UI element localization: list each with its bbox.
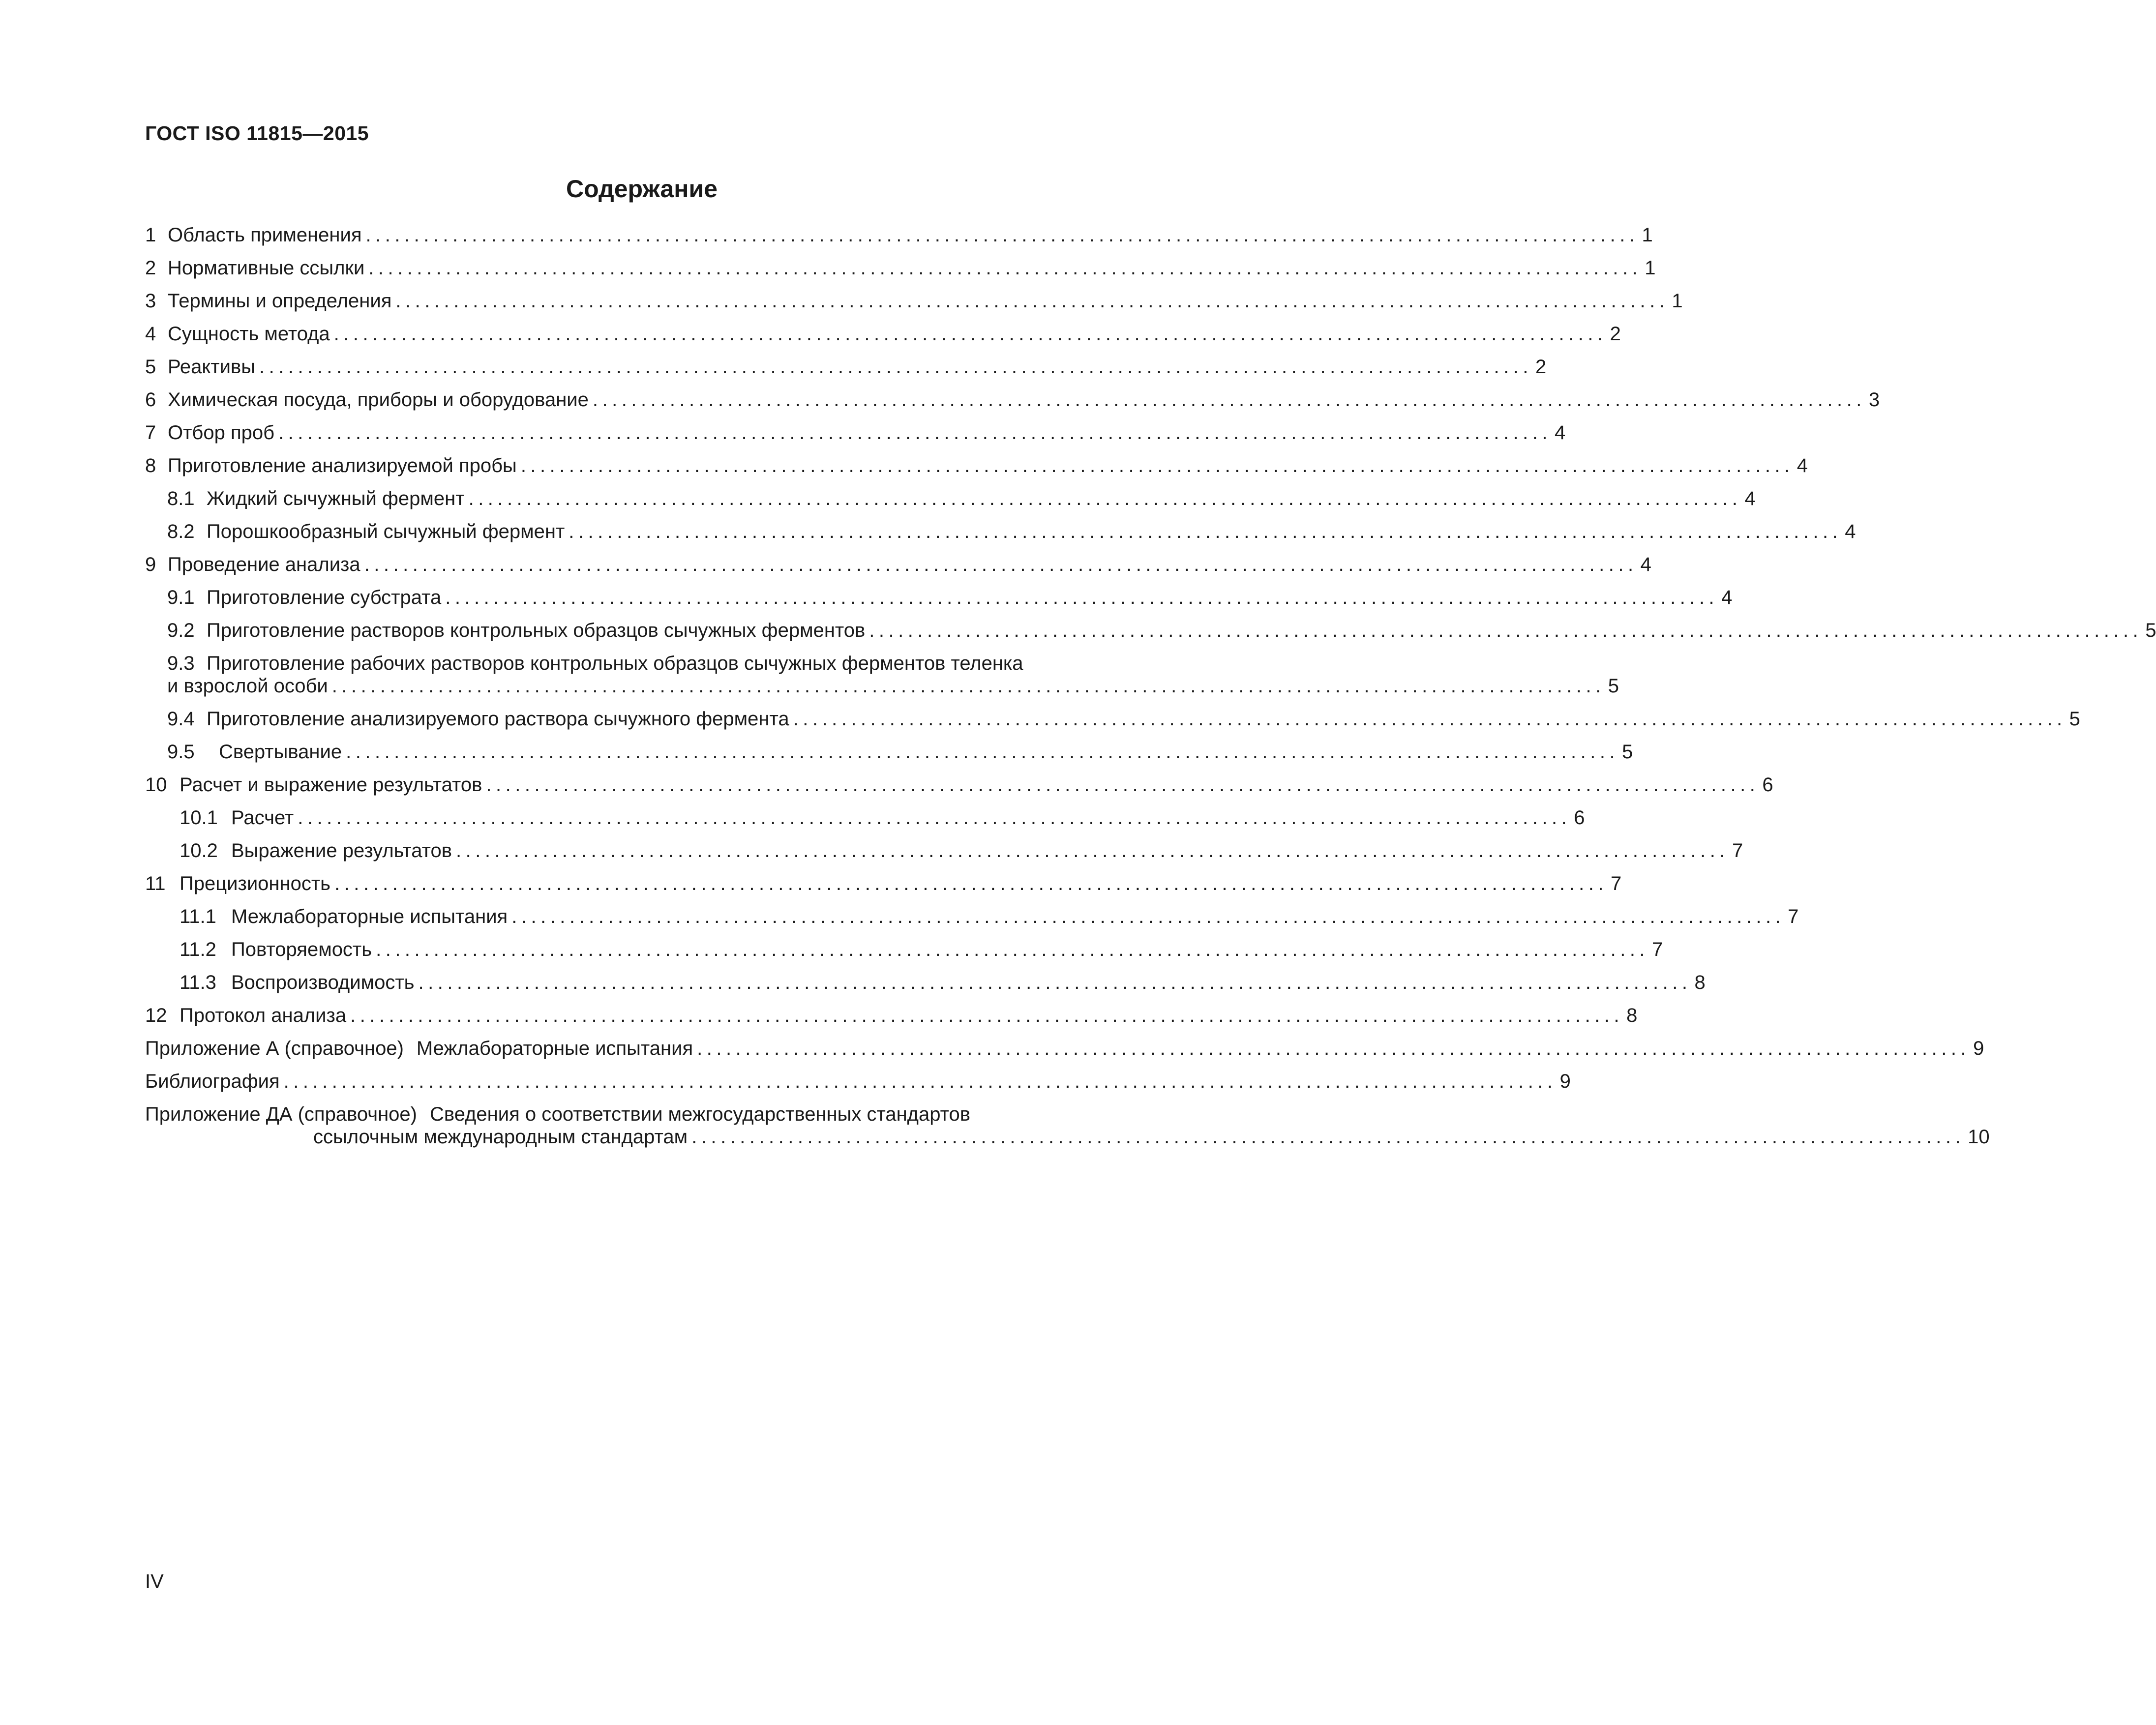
toc-entry-page: 4 [1640,554,1651,575]
toc-entry-number: 7 [145,422,156,444]
toc-entry-number: 9.2 [167,620,195,641]
toc-entry-label: Выражение результатов [231,840,452,862]
toc-entry-label: Библиография [145,1071,280,1092]
toc-entry-number: 9.3 [167,653,195,674]
toc-entry-8-2[interactable] [145,520,1856,543]
toc-entry-11-1[interactable] [145,905,1799,928]
toc-entry-9-2[interactable] [145,619,2156,642]
dot-leader: .................................................................................................................................... [364,554,1638,575]
page-number: IV [145,1571,164,1592]
toc-entry-number: 1 [145,224,156,246]
toc-entry-label: Приготовление анализируемой пробы [168,455,517,476]
toc-entry-number: 3 [145,290,156,312]
toc-entry-number: 8.1 [167,488,195,509]
toc-entry-label: Воспроизводимость [231,972,415,993]
toc-entry-number: 10 [145,774,167,796]
toc-entry-4[interactable] [145,323,1621,345]
dot-leader: .................................................................................................................................... [376,939,1649,960]
toc-entry-page: 1 [1642,224,1653,246]
toc-entry-3[interactable] [145,290,1683,312]
toc-entry-number: 9.5 [167,741,195,763]
dot-leader: .................................................................................................................................... [520,455,1794,476]
toc-entry-number: 11.2 [180,939,216,960]
document-code: ГОСТ ISO 11815—2015 [145,122,369,145]
toc-entry-annex-a[interactable] [145,1037,1984,1060]
toc-entry-9-4[interactable] [145,708,2080,730]
toc-entry-label: Расчет и выражение результатов [180,774,482,796]
toc-entry-page: 10 [1968,1126,1990,1148]
toc-entry-page: 4 [1845,521,1856,542]
toc-entry-number: 5 [145,356,156,378]
dot-leader: .................................................................................................................................... [365,224,1639,246]
toc-entry-9-5[interactable] [145,741,1633,763]
toc-entry-page: 9 [1973,1038,1984,1059]
dot-leader: .................................................................................................................................... [298,807,1571,829]
toc-entry-page: 7 [1652,939,1663,960]
toc-entry-number: 12 [145,1005,167,1026]
toc-entry-number: 8.2 [167,521,195,542]
toc-entry-page: 9 [1559,1071,1571,1092]
dot-leader: .................................................................................................................................... [869,620,2143,641]
toc-entry-page: 5 [2145,620,2156,641]
toc-entry-9-3[interactable] [145,652,1619,697]
dot-leader: .................................................................................................................................... [334,873,1608,894]
toc-entry-8-1[interactable] [145,487,1756,510]
dot-leader: .................................................................................................................................... [445,587,1719,608]
dot-leader: .................................................................................................................................... [486,774,1760,796]
toc-entry-page: 2 [1535,356,1547,378]
toc-entry-9[interactable] [145,553,1651,576]
toc-entry-9-1[interactable] [145,586,1733,609]
toc-entry-10-2[interactable] [145,839,1743,862]
toc-entry-label: Межлабораторные испытания [416,1038,693,1059]
toc-entry-8[interactable] [145,454,1808,477]
dot-leader: .................................................................................................................................... [333,323,1607,345]
toc-entry-label: Приготовление растворов контрольных образцов сычужных ферментов [207,620,866,641]
toc-entry-11-3[interactable] [145,971,1706,994]
toc-entry-label: Прецизионность [180,873,331,894]
toc-entry-label: Приготовление субстрата [207,587,442,608]
toc-entry-page: 4 [1797,455,1808,476]
toc-entry-page: 4 [1721,587,1733,608]
toc-entry-page: 1 [1645,257,1656,279]
dot-leader: .................................................................................................................................... [346,741,1619,763]
toc-entry-11-2[interactable] [145,938,1663,961]
toc-entry-number: 9 [145,554,156,575]
dot-leader: .................................................................................................................................... [350,1005,1624,1026]
toc-entry-page: 6 [1762,774,1773,796]
toc-entry-number: 11.3 [180,972,216,993]
toc-entry-bibliography[interactable] [145,1070,1571,1093]
toc-entry-annex-designation: Приложение ДА (справочное) [145,1103,417,1125]
toc-entry-label: Расчет [231,807,294,829]
toc-entry-page: 3 [1868,389,1880,411]
toc-entry-label: и взрослой особи [167,675,328,697]
toc-entry-6[interactable] [145,388,1880,411]
toc-entry-page: 4 [1554,422,1566,444]
toc-entry-page: 6 [1574,807,1585,829]
dot-leader: .................................................................................................................................... [793,708,2066,730]
toc-entry-2[interactable] [145,257,1656,279]
dot-leader: .................................................................................................................................... [331,675,1605,697]
toc-entry-label: Область применения [168,224,362,246]
toc-entry-label-line1: Приготовление рабочих растворов контрольных образцов сычужных ферментов теленка [207,653,1023,674]
toc-entry-5[interactable] [145,356,1547,378]
toc-entry-page: 7 [1610,873,1622,894]
toc-entry-label: Повторяемость [231,939,372,960]
toc-entry-label: Порошкообразный сычужный фермент [207,521,565,542]
toc-entry-label: Отбор проб [168,422,275,444]
toc-entry-number: 2 [145,257,156,279]
toc-entry-label: Протокол анализа [180,1005,347,1026]
toc-entry-label: Реактивы [168,356,256,378]
dot-leader: .................................................................................................................................... [697,1038,1971,1059]
toc-entry-number: 10.2 [180,840,218,862]
toc-entry-page: 5 [1622,741,1633,763]
toc-entry-page: 5 [2069,708,2080,730]
toc-entry-page: 5 [1608,675,1619,697]
toc-entry-label: Свертывание [219,741,342,763]
dot-leader: .................................................................................................................................... [283,1071,1557,1092]
toc-entry-label: Химическая посуда, приборы и оборудование [168,389,589,411]
toc-entry-label: Межлабораторные испытания [231,906,508,927]
toc-entry-10-1[interactable] [145,806,1585,829]
toc-entry-annex-designation: Приложение А (справочное) [145,1038,404,1059]
toc-entry-number: 10.1 [180,807,218,829]
toc-entry-page: 8 [1694,972,1706,993]
toc-entry-label: Жидкий сычужный фермент [207,488,465,509]
dot-leader: .................................................................................................................................... [691,1126,1965,1148]
toc-entry-page: 8 [1626,1005,1638,1026]
toc-entry-10[interactable] [145,773,1773,796]
table-of-contents [145,224,2156,1159]
toc-entry-label: Проведение анализа [168,554,360,575]
toc-entry-number: 11 [145,873,166,894]
dot-leader: .................................................................................................................................... [456,840,1729,862]
toc-entry-label: Термины и определения [168,290,392,312]
toc-entry-page: 2 [1610,323,1621,345]
toc-entry-label: Нормативные ссылки [168,257,365,279]
dot-leader: .................................................................................................................................... [468,488,1742,509]
toc-entry-page: 7 [1788,906,1799,927]
toc-entry-label: ссылочным международным стандартам [313,1126,688,1148]
toc-entry-1[interactable] [145,224,1653,246]
toc-entry-page: 4 [1744,488,1756,509]
toc-entry-label-line1: Сведения о соответствии межгосударственных стандартов [430,1103,971,1125]
toc-entry-label: Сущность метода [168,323,330,345]
toc-entry-11[interactable] [145,872,1622,895]
dot-leader: .................................................................................................................................... [259,356,1532,378]
toc-entry-page: 7 [1732,840,1743,862]
toc-entry-annex-da[interactable] [145,1103,1990,1148]
toc-entry-12[interactable] [145,1004,1638,1027]
toc-entry-page: 1 [1672,290,1683,312]
toc-entry-number: 9.4 [167,708,195,730]
dot-leader: .................................................................................................................................... [592,389,1866,411]
toc-entry-number: 4 [145,323,156,345]
dot-leader: .................................................................................................................................... [395,290,1669,312]
dot-leader: .................................................................................................................................... [278,422,1552,444]
dot-leader: .................................................................................................................................... [569,521,1842,542]
toc-title: Содержание [566,175,718,203]
toc-entry-number: 6 [145,389,156,411]
dot-leader: .................................................................................................................................... [368,257,1642,279]
toc-entry-number: 8 [145,455,156,476]
dot-leader: .................................................................................................................................... [418,972,1692,993]
dot-leader: .................................................................................................................................... [511,906,1785,927]
toc-entry-7[interactable] [145,421,1566,444]
toc-entry-label: Приготовление анализируемого раствора сычужного фермента [207,708,789,730]
toc-entry-number: 9.1 [167,587,195,608]
toc-entry-number: 11.1 [180,906,216,927]
